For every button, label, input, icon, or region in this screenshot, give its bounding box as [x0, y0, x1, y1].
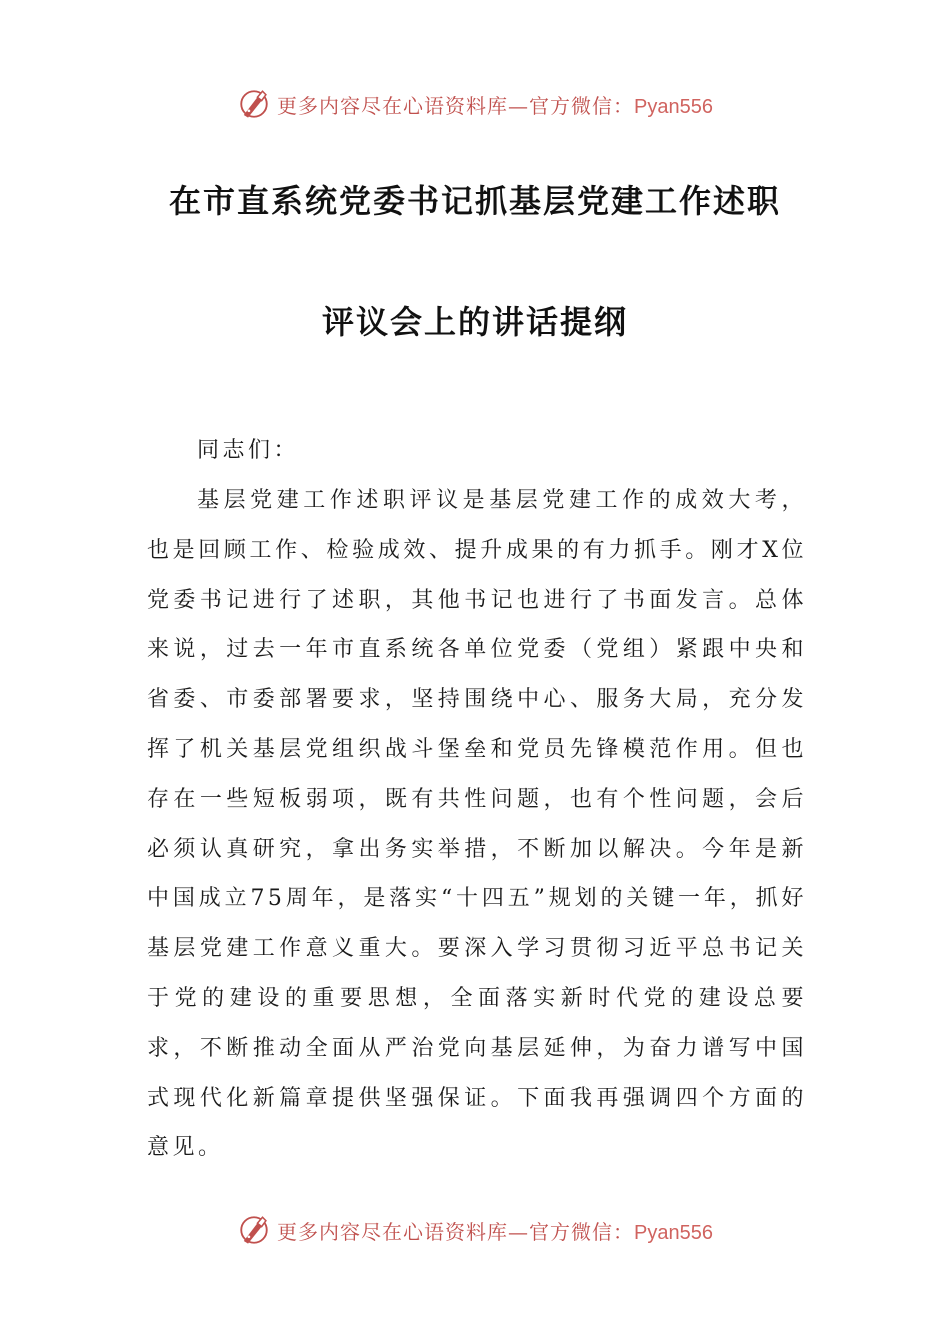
header-watermark [0, 84, 950, 124]
watermark-wechat-id: Pyan556 [634, 95, 713, 118]
watermark-text [277, 1216, 713, 1245]
watermark-official-label: 官方微信： [529, 1219, 635, 1244]
watermark-separator: — [508, 93, 530, 118]
footer-watermark [0, 1210, 950, 1250]
watermark-text [277, 90, 713, 119]
body-paragraph: 基层党建工作述职评议是基层党建工作的成效大考，也是回顾工作、检验成效、提升成果的有力抓手。刚才X位党委书记进行了述职，其他书记也进行了书面发言。总体来说，过去一年市直系统各单位党委（党组）紧跟中央和省委、市委部署要求，坚持围绕中心、服务大局，充分发挥了机关基层党组织战斗堡垒和党员先锋模范作用。但也存在一些短板弱项，既有共性问题，也有个性问题，会后必须认真研究，拿出务实举措，不断加以解决。今年是新中国成立75周年，是落实“十四五”规划的关键一年，抓好基层党建工作意义重大。要深入学习贯彻习近平总书记关于党的建设的重要思想，全面落实新时代党的建设总要求，不断推动全面从严治党向基层延伸，为奋力谱写中国式现代化新篇章提供坚强保证。下面我再强调四个方面的意见。 [147, 488, 807, 1161]
watermark-separator: — [508, 1219, 530, 1244]
watermark-main-text: 更多内容尽在心语资料库 [277, 1219, 509, 1244]
watermark-official-label: 官方微信： [529, 93, 635, 118]
salutation: 同志们： [197, 438, 300, 463]
watermark-wechat-id: Pyan556 [634, 1221, 713, 1244]
pen-nib-logo-icon [237, 87, 271, 121]
document-title-line-1: 在市直系统党委书记抓基层党建工作述职 [168, 182, 781, 220]
document-title-line-2: 评议会上的讲话提纲 [321, 303, 628, 341]
watermark-main-text: 更多内容尽在心语资料库 [277, 93, 509, 118]
pen-nib-logo-icon [237, 1213, 271, 1247]
